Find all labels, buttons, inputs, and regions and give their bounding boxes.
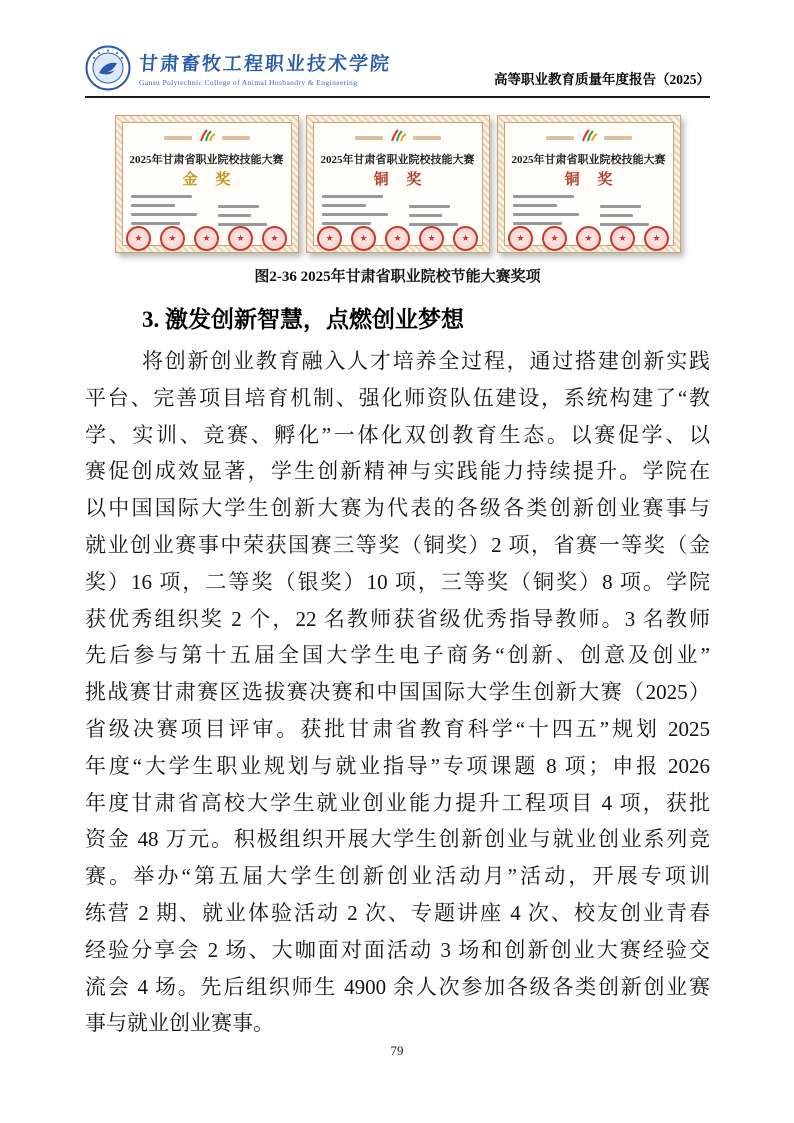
paragraph-line: 练营 2 期、就业体验活动 2 次、专题讲座 4 次、校友创业青春 (85, 900, 710, 925)
paragraph-line: 以中国国际大学生创新大赛为代表的各级各类创新创业赛事与 (85, 496, 710, 521)
red-seal-icon: ★ (385, 226, 410, 251)
tagline-text-right (222, 136, 250, 140)
award-certificate (497, 115, 681, 253)
page-header (85, 45, 710, 91)
detail-line (131, 222, 180, 225)
red-seal-icon: ★ (126, 226, 151, 251)
award-certificate (115, 115, 299, 253)
certificate-detail-lines (322, 195, 474, 226)
detail-column-left (131, 195, 210, 226)
red-seal-icon: ★ (453, 226, 478, 251)
certificate-title: 2025年甘肃省职业院校技能大赛 (320, 154, 475, 166)
paragraph-line: 赛。举办“第五届大学生创新创业活动月”活动，开展专项训 (85, 864, 710, 889)
red-seal-icon: ★ (262, 226, 287, 251)
paragraph-line: 先后参与第十五届全国大学生电子商务“创新、创意及创业” (85, 643, 710, 668)
detail-line (409, 214, 443, 217)
red-seal-icon: ★ (508, 226, 533, 251)
detail-column-left (322, 195, 401, 226)
certificate-title: 2025年甘肃省职业院校技能大赛 (511, 154, 666, 166)
red-seal-icon: ★ (351, 226, 376, 251)
paragraph-line: 经验分享会 2 场、大咖面对面活动 3 场和创新创业大赛经验交 (85, 937, 710, 962)
section-heading: 3. 激发创新智慧，点燃创业梦想 (142, 307, 464, 332)
certificate-award-level: 金 奖 (182, 172, 238, 188)
certificate-tagline (355, 129, 441, 147)
detail-line (409, 205, 450, 208)
detail-line (322, 222, 371, 225)
certificate-detail-lines (513, 195, 665, 226)
page-footer (0, 1043, 794, 1059)
tagline-text-left (164, 136, 192, 140)
detail-line (600, 214, 634, 217)
tagline-text-right (604, 136, 632, 140)
paragraph-line: 学、实训、竞赛、孵化”一体化双创教育生态。以赛促学、以 (85, 422, 710, 447)
college-name-cn: 甘肃畜牧工程职业技术学院 (138, 54, 392, 75)
red-seal-icon: ★ (644, 226, 669, 251)
certificate-seals (508, 226, 669, 251)
certificate-tagline (164, 129, 250, 147)
paragraph-line: 平台、完善项目培育机制、强化师资队伍建设，系统构建了“教 (85, 385, 710, 410)
college-emblem-icon (85, 45, 131, 91)
page-number: 79 (390, 1043, 404, 1058)
detail-line (218, 214, 252, 217)
detail-line (513, 195, 575, 198)
award-certificate (306, 115, 490, 253)
paragraph-line: 赛促创成效显著，学生创新精神与实践能力持续提升。学院在 (85, 459, 710, 484)
competition-logo-icon (580, 129, 598, 147)
certificate-inner-frame (122, 122, 292, 246)
certificate-title: 2025年甘肃省职业院校技能大赛 (129, 154, 284, 166)
certificate-award-level: 铜 奖 (564, 172, 620, 188)
paragraph-line: 年度“大学生职业规划与就业指导”专项课题 8 项；申报 2026 (85, 753, 710, 778)
paragraph-line: 奖）16 项，二等奖（银奖）10 项，三等奖（铜奖）8 项。学院 (85, 569, 710, 594)
detail-column-right (600, 195, 665, 226)
tagline-text-left (355, 136, 383, 140)
paragraph-line: 事与就业创业赛事。 (85, 1011, 274, 1036)
competition-logo-icon (198, 129, 216, 147)
paragraph-line: 就业创业赛事中荣获国赛三等奖（铜奖）2 项，省赛一等奖（金 (85, 532, 710, 557)
report-title: 高等职业教育质量年度报告（2025） (494, 72, 710, 87)
header-divider (85, 96, 710, 98)
red-seal-icon: ★ (317, 226, 342, 251)
certificate-detail-lines (131, 195, 283, 226)
red-seal-icon: ★ (610, 226, 635, 251)
certificate-award-level: 铜 奖 (373, 172, 429, 188)
red-seal-icon: ★ (542, 226, 567, 251)
paragraph-line: 挑战赛甘肃赛区选拔赛决赛和中国国际大学生创新大赛（2025） (85, 680, 710, 705)
detail-line (513, 222, 562, 225)
certificates-figure (85, 115, 710, 253)
red-seal-icon: ★ (194, 226, 219, 251)
certificate-seals (126, 226, 287, 251)
certificate-tagline (546, 129, 632, 147)
detail-line (600, 205, 641, 208)
detail-column-right (218, 195, 283, 226)
tagline-text-right (413, 136, 441, 140)
detail-line (513, 204, 557, 207)
paragraph-line: 获优秀组织奖 2 个，22 名教师获省级优秀指导教师。3 名教师 (85, 606, 710, 631)
figure-caption: 图2-36 2025年甘肃省职业院校节能大赛奖项 (254, 269, 541, 285)
paragraph-line: 资金 48 万元。积极组织开展大学生创新创业与就业创业系列竞 (85, 827, 710, 852)
college-logo-block (85, 45, 391, 91)
detail-line (131, 204, 175, 207)
detail-line (513, 213, 580, 216)
college-name-block (139, 49, 391, 87)
paragraph-line: 流会 4 场。先后组织师生 4900 余人次参加各级各类创新创业赛 (85, 974, 710, 999)
detail-line (131, 195, 193, 198)
certificate-inner-frame (504, 122, 674, 246)
body-paragraph (85, 343, 710, 1042)
tagline-text-left (546, 136, 574, 140)
red-seal-icon: ★ (160, 226, 185, 251)
paragraph-line: 省级决赛项目评审。获批甘肃省教育科学“十四五”规划 2025 (85, 716, 710, 741)
red-seal-icon: ★ (576, 226, 601, 251)
red-seal-icon: ★ (419, 226, 444, 251)
paragraph-line: 年度甘肃省高校大学生就业创业能力提升工程项目 4 项，获批 (85, 790, 710, 815)
detail-line (322, 204, 366, 207)
red-seal-icon: ★ (228, 226, 253, 251)
detail-column-left (513, 195, 592, 226)
paragraph-line: 将创新创业教育融入人才培养全过程，通过搭建创新实践 (142, 349, 710, 373)
detail-line (131, 213, 198, 216)
competition-logo-icon (389, 129, 407, 147)
detail-line (322, 213, 389, 216)
detail-column-right (409, 195, 474, 226)
college-name-en: Gansu Polytechnic College of Animal Husbandry & Engineering (139, 78, 358, 87)
certificate-seals (317, 226, 478, 251)
certificate-inner-frame (313, 122, 483, 246)
detail-line (322, 195, 384, 198)
detail-line (218, 205, 259, 208)
